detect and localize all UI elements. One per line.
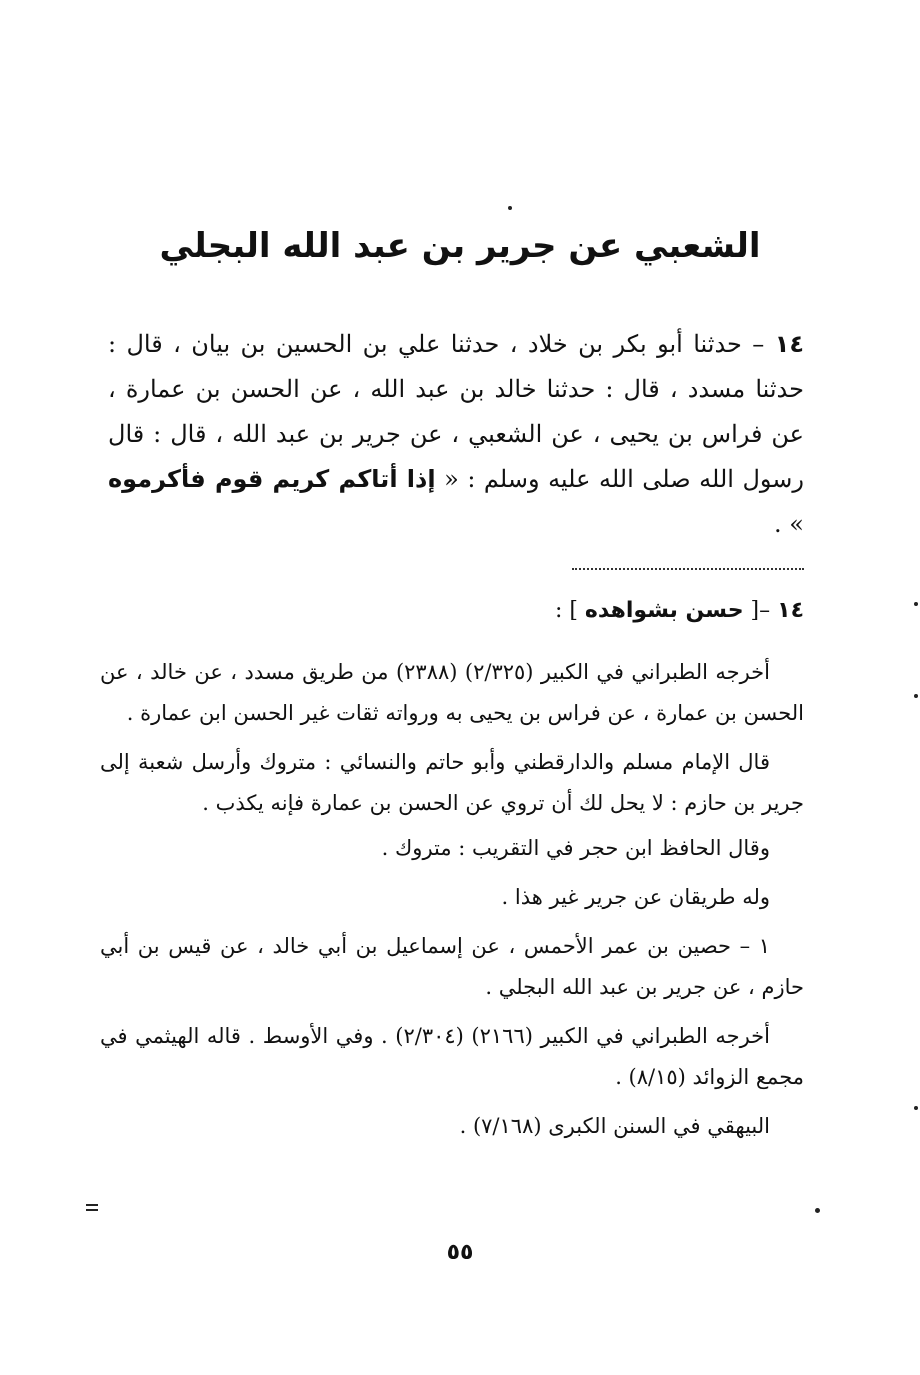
grade-value: حسن بشواهده <box>584 598 744 623</box>
footnote-separator <box>572 568 804 570</box>
scan-speck <box>86 1209 98 1211</box>
scan-speck <box>914 1106 918 1110</box>
grade-open: –[ <box>743 598 778 623</box>
note-paragraph: قال الإمام مسلم والدارقطني وأبو حاتم والنسائي : متروك وأرسل شعبة إلى جرير بن حازم : لا يحل لك أن تروي عن الحسن بن عمارة فإنه يكذب . <box>100 750 804 815</box>
note-paragraph: ١ – حصين بن عمر الأحمس ، عن إسماعيل بن أبي خالد ، عن قيس بن أبي حازم ، عن جرير بن عبد الله البجلي . <box>100 934 804 999</box>
hadith-close: » . <box>774 510 804 538</box>
grade-number: ١٤ <box>777 598 804 623</box>
hadith-text <box>108 322 804 547</box>
note-paragraph: أخرجه الطبراني في الكبير (٢١٦٦) (٢/٣٠٤) . وفي الأوسط . قاله الهيثمي في مجمع الزوائد (٨/١٥) . <box>100 1024 804 1089</box>
note-paragraph: البيهقي في السنن الكبرى (٧/١٦٨) . <box>459 1114 770 1138</box>
hadith-number: ١٤ <box>774 330 805 358</box>
scan-speck <box>508 206 512 210</box>
commentary-notes <box>100 652 804 1155</box>
hadith-isnad: حدثنا أبو بكر بن خلاد ، حدثنا علي بن الحسين بن بيان ، قال : حدثنا مسدد ، قال : حدثنا خالد بن عبد الله ، عن الحسن بن عمارة ، عن فراس بن يحيى ، عن الشعبي ، عن جرير بن عبد الله ، قال : قال رسول الله صلى الله عليه وسلم : « <box>108 330 804 493</box>
note-paragraph: وقال الحافظ ابن حجر في التقريب : متروك . <box>381 836 770 860</box>
page-number: ٥٥ <box>446 1240 474 1265</box>
note-paragraph: أخرجه الطبراني في الكبير (٢/٣٢٥) (٢٣٨٨) من طريق مسدد ، عن خالد ، عن الحسن بن عمارة ، عن فراس بن يحيى به ورواته ثقات غير الحسن ابن عمارة . <box>100 660 804 725</box>
hadith-dash: – <box>741 330 775 358</box>
hadith-matn: إذا أتاكم كريم قوم فأكرموه <box>108 465 436 493</box>
scan-speck <box>914 694 918 698</box>
scan-speck <box>914 602 918 606</box>
note-paragraph: وله طريقان عن جرير غير هذا . <box>501 885 770 909</box>
scan-speck <box>86 1204 98 1206</box>
page-title: الشعبي عن جرير بن عبد الله البجلي <box>159 226 761 266</box>
scan-speck <box>815 1208 820 1213</box>
hadith-grade <box>400 594 804 628</box>
grade-close: ] : <box>554 598 585 623</box>
